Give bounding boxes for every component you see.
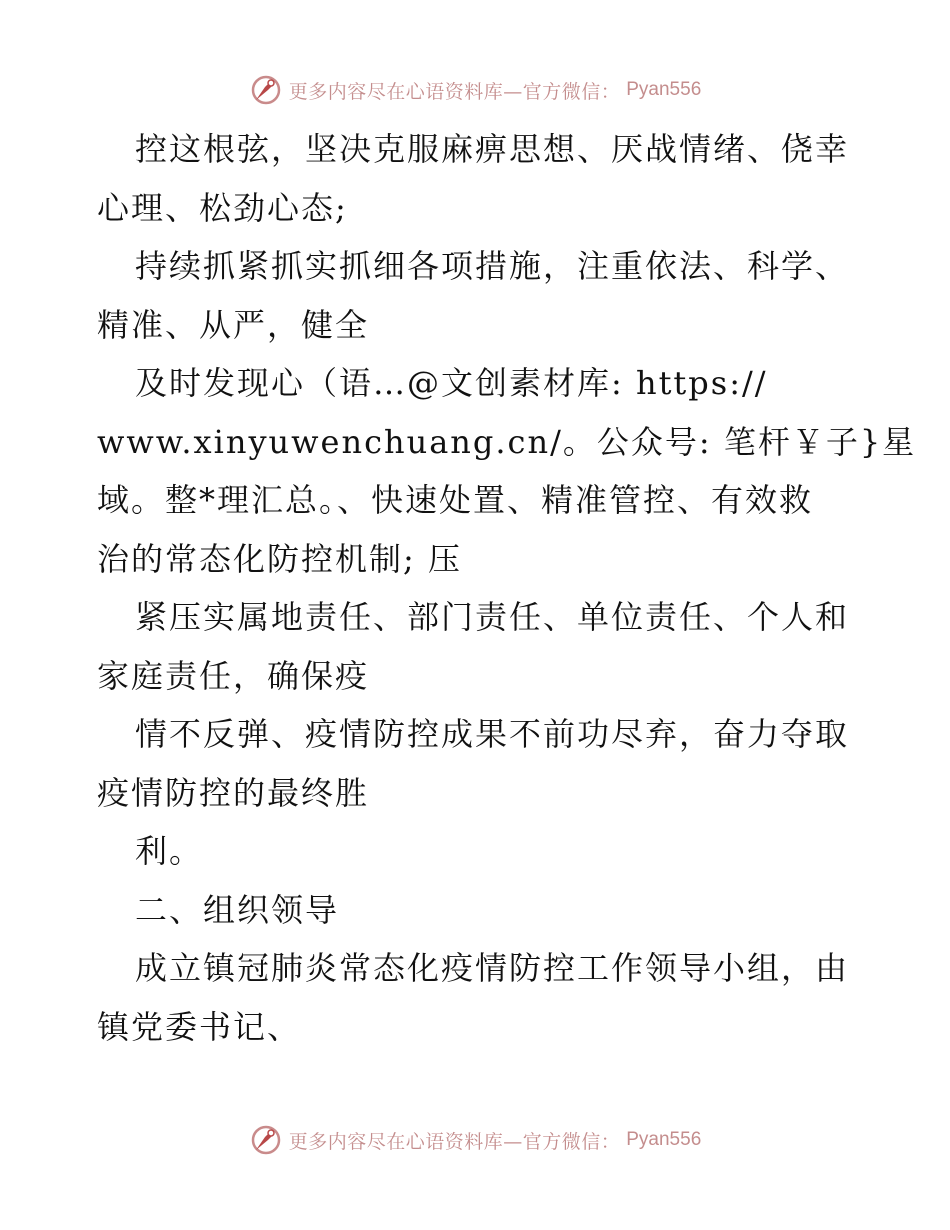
- text-line: 镇党委书记、: [97, 1007, 302, 1046]
- text-line: 持续抓紧抓实抓细各项措施，注重依法、科学、: [135, 247, 850, 285]
- text-line: 成立镇冠肺炎常态化疫情防控工作领导小组，由: [135, 949, 850, 987]
- text-line: 紧压实属地责任、部门责任、单位责任、个人和: [135, 598, 850, 636]
- text-line: 家庭责任，确保疫: [97, 656, 370, 695]
- text-line: 疫情防控的最终胜: [97, 773, 370, 812]
- watermark-text: 更多内容尽在心语资料库—官方微信：: [288, 80, 621, 103]
- text-line: 及时发现心（语…@文创素材库: https://: [135, 364, 768, 402]
- watermark-text: 更多内容尽在心语资料库—官方微信：: [288, 1130, 621, 1153]
- logo-icon: [249, 1123, 283, 1157]
- text-line: 情不反弹、疫情防控成果不前功尽弃，奋力夺取: [135, 715, 850, 753]
- footer-watermark: [0, 1120, 950, 1160]
- text-line: www.xinyuwenchuang.cn/。公众号: 笔杆￥子}星: [97, 422, 917, 461]
- text-line: 控这根弦，坚决克服麻痹思想、厌战情绪、侥幸: [135, 130, 850, 168]
- text-line: 域。整*理汇总。、快速处置、精准管控、有效救: [97, 481, 814, 519]
- logo-icon: [249, 73, 283, 107]
- text-line: 精准、从严，健全: [97, 305, 370, 344]
- document-body: [97, 120, 917, 1056]
- text-line: 利。: [135, 832, 204, 870]
- header-watermark: [0, 70, 950, 110]
- watermark-wechat-id: Pyan556: [626, 1129, 702, 1150]
- watermark-wechat-id: Pyan556: [626, 79, 702, 100]
- text-line: 心理、松劲心态;: [97, 188, 348, 227]
- text-line: 治的常态化防控机制; 压: [97, 539, 462, 578]
- section-heading: 二、组织领导: [135, 890, 340, 929]
